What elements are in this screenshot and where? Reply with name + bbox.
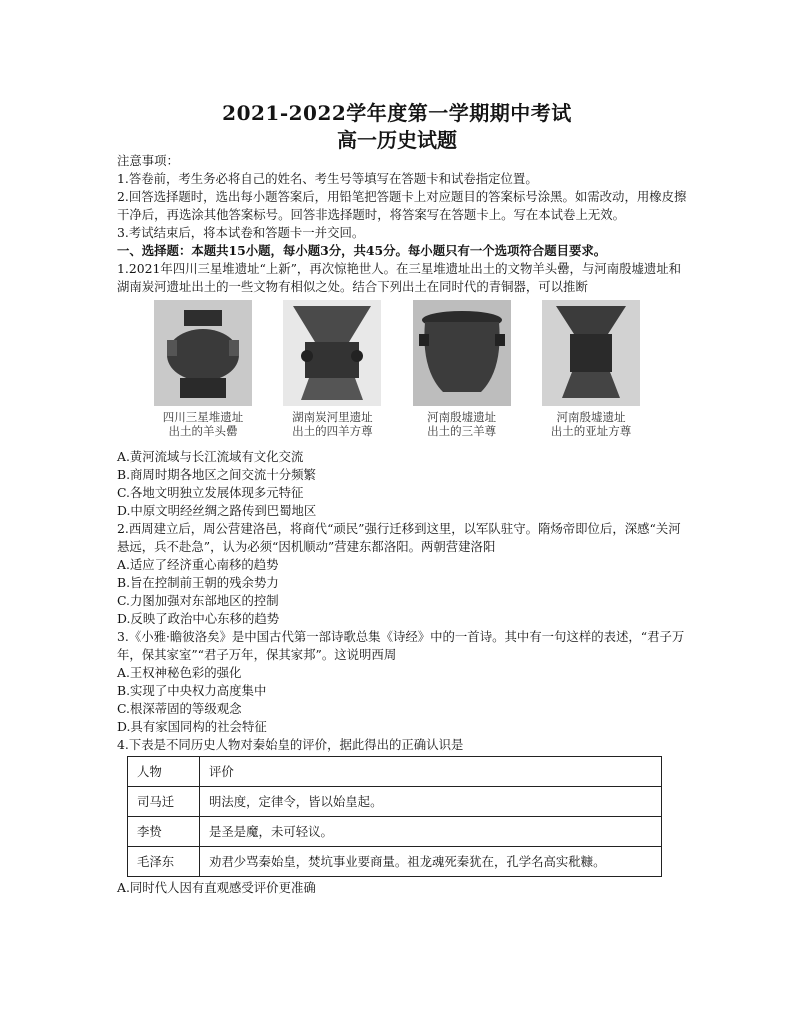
question-2-stem: 2.西周建立后，周公营建洛邑，将商代“顽民”强行迁移到这里，以军队驻守。隋炀帝即位后，深感“关河悬远，兵不赴急”，认为必须“因机顺动”营建东都洛阳。两朝营建洛阳 <box>117 521 681 554</box>
table-row <box>128 847 662 877</box>
question-4-stem: 4.下表是不同历史人物对秦始皇的评价，据此得出的正确认识是 <box>117 737 464 752</box>
figure-3-caption-line2: 出土的三羊尊 <box>427 424 497 438</box>
table-row <box>128 787 662 817</box>
bronze-figures <box>147 300 647 446</box>
section-heading: 一、选择题：本题共15小题，每小题3分，共45分。每小题只有一个选项符合题目要求。 <box>117 243 607 258</box>
question-3-option-d: D.具有家国同构的社会特征 <box>117 719 267 734</box>
question-1-option-c: C.各地文明独立发展体现多元特征 <box>117 485 304 500</box>
notice-heading: 注意事项： <box>117 153 179 168</box>
figure-4-caption-line2: 出土的亚址方尊 <box>550 424 632 438</box>
question-1-option-d: D.中原文明经丝绸之路传到巴蜀地区 <box>117 503 317 518</box>
table-cell-person: 司马迁 <box>128 787 200 817</box>
figure-4-caption-line1: 河南殷墟遗址 <box>556 410 626 424</box>
figure-4 <box>535 300 647 446</box>
question-1-stem: 1.2021年四川三星堆遗址“上新”，再次惊艳世人。在三星堆遗址出土的文物羊头罍，与河南殷墟遗址和湖南炭河遗址出土的一些文物有相似之处。结合下列出土在同时代的青铜器，可以推断 <box>117 261 682 294</box>
table-header-person: 人物 <box>128 757 200 787</box>
table-row <box>128 817 662 847</box>
question-1-option-a: A.黄河流域与长江流域有文化交流 <box>117 449 304 464</box>
exam-subtitle: 高一历史试题 <box>337 128 457 152</box>
notice-item-3: 3.考试结束后，将本试卷和答题卡一并交回。 <box>117 225 365 240</box>
bronze-lei-icon <box>154 300 252 406</box>
figure-3-caption-line1: 河南殷墟遗址 <box>427 410 497 424</box>
exam-title: 2021-2022学年度第一学期期中考试 <box>222 101 572 125</box>
table-cell-evaluation: 明法度，定律令，皆以始皇起。 <box>200 787 662 817</box>
notice-item-2: 2.回答选择题时，选出每小题答案后，用铅笔把答题卡上对应题目的答案标号涂黑。如需改动，用橡皮擦干净后，再选涂其他答案标号。回答非选择题时，将答案写在答题卡上。写在本试卷上无效。 <box>117 189 687 222</box>
figure-2-caption-line2: 出土的四羊方尊 <box>292 424 373 438</box>
table-header-evaluation: 评价 <box>200 757 662 787</box>
figure-3 <box>406 300 518 446</box>
question-2-option-d: D.反映了政治中心东移的趋势 <box>117 611 280 626</box>
table-cell-person: 毛泽东 <box>128 847 200 877</box>
figure-1-caption-line2: 出土的羊头罍 <box>168 424 238 438</box>
evaluation-table <box>127 756 662 877</box>
question-2-option-c: C.力图加强对东部地区的控制 <box>117 593 279 608</box>
bronze-zun-round-icon <box>413 300 511 406</box>
bronze-fangzun-icon <box>542 300 640 406</box>
figure-2-caption-line1: 湖南炭河里遗址 <box>292 410 373 424</box>
question-2-option-a: A.适应了经济重心南移的趋势 <box>117 557 279 572</box>
table-header-row <box>128 757 662 787</box>
question-3-option-b: B.实现了中央权力高度集中 <box>117 683 267 698</box>
figure-1-caption-line1: 四川三星堆遗址 <box>162 410 244 424</box>
question-4-option-a: A.同时代人因有直观感受评价更准确 <box>117 880 316 895</box>
question-3-option-a: A.王权神秘色彩的强化 <box>117 665 242 680</box>
table-cell-evaluation: 劝君少骂秦始皇，焚坑事业要商量。祖龙魂死秦犹在，孔学名高实秕糠。 <box>200 847 662 877</box>
question-1-option-b: B.商周时期各地区之间交流十分频繁 <box>117 467 316 482</box>
question-3-stem: 3.《小雅·瞻彼洛矣》是中国古代第一部诗歌总集《诗经》中的一首诗。其中有一句这样的表述，“君子万年，保其家室”“君子万年，保其家邦”。这说明西周 <box>117 629 685 662</box>
figure-1 <box>147 300 259 446</box>
figure-2 <box>276 300 388 446</box>
table-cell-evaluation: 是圣是魔，未可轻议。 <box>200 817 662 847</box>
bronze-zun-icon <box>283 300 381 406</box>
exam-content <box>117 152 687 897</box>
question-3-option-c: C.根深蒂固的等级观念 <box>117 701 242 716</box>
table-cell-person: 李贽 <box>128 817 200 847</box>
notice-item-1: 1.答卷前，考生务必将自己的姓名、考生号等填写在答题卡和试卷指定位置。 <box>117 171 538 186</box>
question-2-option-b: B.旨在控制前王朝的残余势力 <box>117 575 279 590</box>
